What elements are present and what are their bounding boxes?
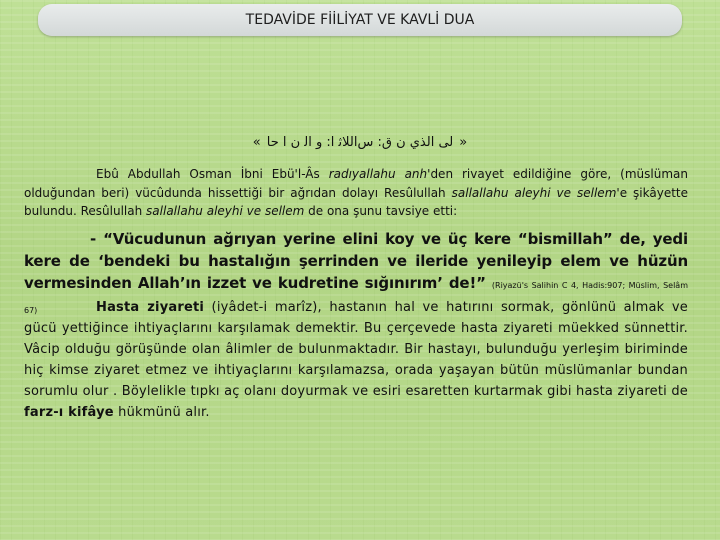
narration-italic-2: sallallahu aleyhi ve sellem [451,185,617,200]
explanation-text-2: hükmünü alır. [113,405,210,420]
narration-text-3: 'e şikâyette bulundu. Resûlullah [24,185,688,218]
hasta-ziyareti-paragraph [24,297,688,423]
arabic-hadith-line [0,135,720,150]
hadith-quote-text: - “Vücudunun ağrıyan yerine elini koy ve üç kere “bismillah” de, yedi kere de ‘bendeki bu hastalığın şerrinden ve ileride yenileyip elem ve hüzün vermesinden Allah’ın izzet ve kudretine sığınırım’ de!” [24,230,688,292]
arabic-close-quote: » [459,135,468,150]
explanation-text-1: (iyâdet-i marîz), hastanın hal ve hatırını sormak, gönlünü almak ve gücü yettiğince ihtiyaçlarını karşılamak demektir. Bu çerçevede hasta ziyareti müekked sünnettir. Vâcip olduğu görüşünde olan âlimler de bulunmaktadır. Bir hastayı, bulunduğu yerleşim biriminde hiç kimse ziyaret etmez ve ihtiyaçlarını karşılamazsa, orada yaşayan bütün müslümanlar bundan sorumlu olur . Böylelikle tıpkı aç olanı doyurmak ve esiri esaretten kurtarmak gibi hasta ziyareti de [24,300,688,399]
narration-text-1: Ebû Abdullah Osman İbni Ebü'l-Âs [96,167,329,181]
term-farz-i-kifaye: farz-ı kifâye [24,405,114,420]
arabic-text: ﻟﻰ ﺍﻟﺬﻱ ﻥ ﻕ: ﺱﺍﻟﻼﺛ ﺍ: ﻭ ﺍﻟ ﻥ ﺍ ﺣﺎ [266,135,454,150]
narration-italic-3: sallallahu aleyhi ve sellem [146,204,305,218]
narration-italic-1: radıyallahu anh [328,167,428,181]
narration-text-4: de ona şunu tavsiye etti: [304,204,458,218]
narration-text-2: 'den rivayet edildiğine göre, (müslüman olduğundan beri) vücûdunda hissettiği bir ağrıdan dolayı Resûlullah [24,167,688,200]
title-bar [38,4,682,36]
term-hasta-ziyareti: Hasta ziyareti [96,300,205,315]
hadith-narration-paragraph [24,165,688,221]
hadith-source-reference: (Riyazü's Salihin C 4, Hadis:907; Müslim, Selâm 67) [24,281,689,315]
arabic-open-quote: « [252,135,261,150]
page-title: TEDAVİDE FİİLİYAT VE KAVLİ DUA [245,12,475,28]
